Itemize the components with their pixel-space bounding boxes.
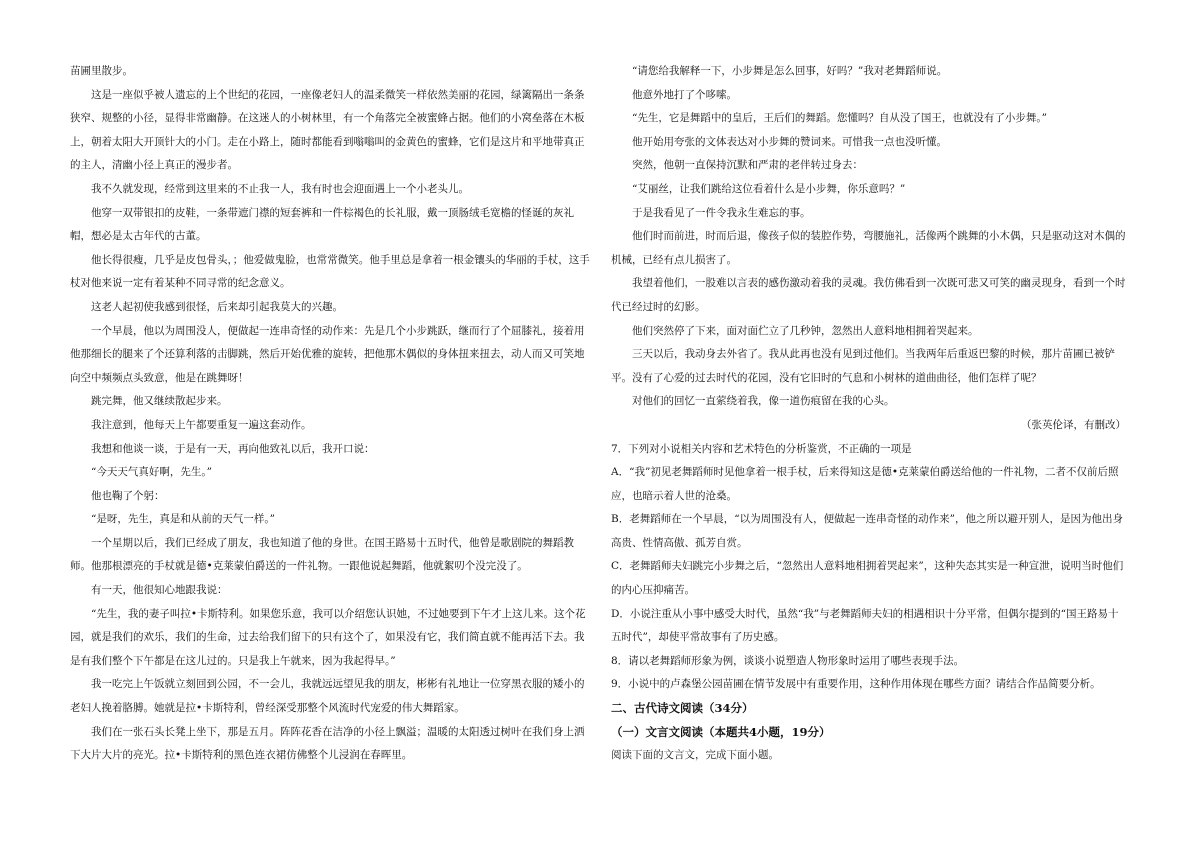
passage-paragraph: 三天以后，我动身去外省了。我从此再也没有见到过他们。当我两年后重返巴黎的时候，那片苗圃已被铲平。没有了心爱的过去时代的花园，没有它旧时的气息和小树林的道曲曲径，他们怎样了呢？ (611, 348, 1115, 384)
passage-paragraph: “艾丽丝，让我们跳给这位看着什么是小步舞，你乐意吗？” (632, 182, 906, 195)
passage-paragraph: “先生，我的妻子叫拉•卡斯特利。如果您乐意，我可以介绍您认识她，不过她要到下午才上这儿来。这个花园，就是我们的欢乐，我们的生命，过去给我们留下的只有这个了，如果没有它，我们简直就不能再活下去。我是有我们整个下午都是在这儿过的。只是我上午就来，因为我起得早。” (70, 607, 586, 667)
passage-paragraph: 我想和他谈一谈，于是有一天，再向他致礼以后，我开口说： (91, 442, 375, 455)
passage-paragraph: 我不久就发现，经常到这里来的不止我一人，我有时也会迎面遇上一个小老头儿。 (91, 182, 469, 195)
passage-paragraph: 这是一座似乎被人遗忘的上个世纪的花园，一座像老妇人的温柔微笑一样依然美丽的花园，绿篱隔出一条条狭窄、规整的小径，显得非常幽静。在这迷人的小树林里，有一个角落完全被蜜蜂占据。他们的小窝垒落在木板上，朝着太阳大开顶针大的小门。走在小路上，随时都能看到嗡嗡叫的金黄色的蜜蜂，它们是这片和平地带真正的主人，清幽小径上真正的漫步者。 (70, 88, 585, 172)
passage-paragraph: 我们在一张石头长凳上坐下，那是五月。阵阵花香在洁净的小径上飘溢；温暖的太阳透过树叶在我们身上洒下大片大片的亮光。拉•卡斯特利的黑色连衣裙仿佛整个儿浸润在春晖里。 (70, 725, 585, 762)
passage-paragraph: 他也鞠了个躬： (91, 489, 165, 502)
question-item: 阅读下面的文言文，完成下面小题。 (611, 749, 779, 762)
question-item: 9．小说中的卢森堡公园苗圃在情节发展中有重要作用，这种作用体现在哪些方面？请结合作品简要分析。 (611, 678, 1101, 691)
left-column (70, 60, 590, 768)
passage-paragraph: “今天天气真好啊，先生。” (91, 466, 212, 479)
question-item: C．老舞蹈师夫妇跳完小步舞之后，“忽然出人意料地相拥着哭起来”，这种失态其实是一种宣泄，说明当时他们的内心压抑痛苦。 (611, 560, 1124, 597)
passage-paragraph: 于是我看见了一件令我永生难忘的事。 (632, 206, 811, 219)
question-item: B．老舞蹈师在一个早晨，“以为周围没有人，便做起一连串奇怪的动作来”，他之所以避开别人，是因为他出身高贵、性情高傲、孤芳自赏。 (611, 513, 1123, 549)
question-item: 7．下列对小说相关内容和艺术特色的分析鉴赏，不正确的一项是 (611, 442, 912, 455)
passage-paragraph: “请您给我解释一下，小步舞是怎么回事，好吗？”我对老舞蹈师说。 (632, 65, 948, 77)
passage-paragraph: 他们突然停了下来，面对面伫立了几秒钟，忽然出人意料地相拥着哭起来。 (632, 324, 979, 337)
passage-paragraph: “是呀，先生，真是和从前的天气一样。” (91, 513, 275, 526)
right-column (611, 60, 1126, 768)
passage-paragraph: 我一吃完上午饭就立刻回到公园，不一会儿，我就远远望见我的朋友，彬彬有礼地让一位穿黑衣服的矮小的老妇人挽着胳膊。她就是拉•卡斯特利，曾经深受那整个风流时代宠爱的伟大舞蹈家。 (70, 678, 585, 715)
question-item: D．小说注重从小事中感受大时代，虽然“我”与老舞蹈师夫妇的相遇相识十分平常，但偶尔提到的“国王路易十五时代”，却使平常故事有了历史感。 (611, 607, 1119, 644)
passage-paragraph: 一个早晨，他以为周围没人，便做起一连串奇怪的动作来：先是几个小步跳跃，继而行了个屈膝礼，接着用他那细长的腿来了个还算利落的击脚跳，然后开始优雅的旋转，把他那木偶似的身体扭来扭去，动人而又可笑地向空中频频点头致意，他是在跳舞呀！ (70, 324, 585, 384)
passage-paragraph: “先生，它是舞蹈中的皇后，王后们的舞蹈。您懂吗？自从没了国王，也就没有了小步舞。” (632, 112, 1047, 125)
passage-paragraph: 跳完舞，他又继续散起步来。 (91, 395, 228, 408)
question-item: 8．请以老舞蹈师形象为例，谈谈小说塑造人物形象时运用了哪些表现手法。 (611, 654, 965, 667)
passage-paragraph: 我望着他们，一股难以言表的感伤激动着我的灵魂。我仿佛看到一次既可悲又可笑的幽灵现身，看到一个时代已经过时的幻影。 (611, 277, 1126, 313)
passage-paragraph: 一个星期以后，我们已经成了朋友，我也知道了他的身世。在国王路易十五时代，他曾是歌剧院的舞蹈教师。他那根漂亮的手杖就是德•克莱蒙伯爵送的一件礼物。一跟他说起舞蹈，他就絮叨个没完没了。 (70, 536, 574, 573)
section-heading: 二、古代诗文阅读（34分） (611, 701, 754, 716)
subsection-heading: （一）文言文阅读（本题共4小题，19分） (611, 724, 831, 739)
passage-paragraph: 他长得很瘦，几乎是皮包骨头，；他爱做鬼脸，也常常微笑。他手里总是拿着一根金镶头的华丽的手杖，这手杖对他来说一定有着某种不同寻常的纪念意义。 (70, 253, 590, 290)
passage-paragraph: 我注意到，他每天上午都要重复一遍这套动作。 (91, 418, 312, 431)
passage-paragraph: 对他们的回忆一直萦绕着我，像一道伤痕留在我的心头。 (632, 395, 895, 408)
question-item: A．“我”初见老舞蹈师时见他拿着一根手杖，后来得知这是德•克莱蒙伯爵送给他的一件礼物，二者不仅前后照应，也暗示着人世的沧桑。 (611, 466, 1119, 502)
passage-paragraph: 他穿一双带银扣的皮鞋，一条带遮门襟的短套裤和一件棕褐色的长礼服，戴一顶肠绒毛宽檐的怪诞的灰礼帽，想必是太古年代的古董。 (70, 206, 574, 243)
passage-paragraph: 这老人起初使我感到很怪，后来却引起我莫大的兴趣。 (91, 300, 343, 313)
passage-paragraph: 他开始用夸张的文体表达对小步舞的赞词来。可惜我一点也没听懂。 (632, 135, 947, 148)
source-citation: （张英伦译，有删改） (1021, 418, 1126, 431)
passage-paragraph: 他意外地打了个哆嗦。 (632, 88, 737, 101)
passage-paragraph: 突然，他朝一直保持沉默和严肃的老伴转过身去： (632, 159, 863, 172)
passage-paragraph: 苗圃里散步。 (70, 65, 133, 77)
passage-paragraph: 有一天，他很知心地跟我说： (91, 584, 228, 597)
passage-paragraph: 他们时而前进，时而后退，像孩子似的装腔作势，弯腰施礼，活像两个跳舞的小木偶，只是驱动这对木偶的机械，已经有点儿损害了。 (611, 230, 1126, 266)
